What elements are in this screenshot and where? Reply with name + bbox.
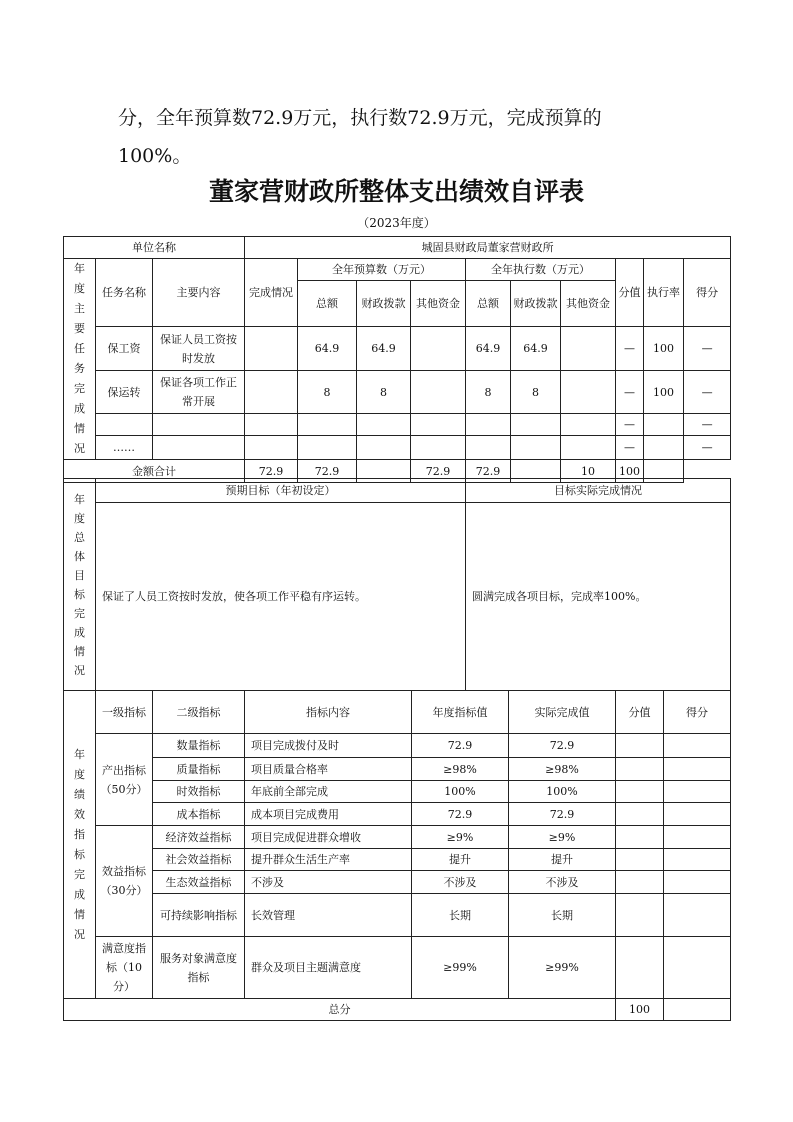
actual-goal: 圆满完成各项目标，完成率100%。 xyxy=(466,503,731,691)
cell-task xyxy=(96,414,153,436)
actual-value: ≥98% xyxy=(509,758,616,781)
table-row xyxy=(64,758,731,781)
empty-cell xyxy=(616,781,664,803)
table-row xyxy=(64,937,731,999)
level2-indicator: 经济效益指标 xyxy=(153,826,245,849)
cell-e-other xyxy=(561,414,616,436)
header-col: 二级指标 xyxy=(153,691,245,734)
target-value: ≥98% xyxy=(412,758,509,781)
header-status: 完成情况 xyxy=(245,259,298,327)
header-col: 得分 xyxy=(664,691,731,734)
empty-cell xyxy=(664,849,731,871)
indicator-content: 项目完成拨付及时 xyxy=(245,734,412,758)
header-task: 任务名称 xyxy=(96,259,153,327)
sum-b-fiscal: 72.9 xyxy=(298,460,357,483)
target-value: 长期 xyxy=(412,894,509,937)
cell-b-fiscal: 8 xyxy=(357,371,411,414)
cell-b-other xyxy=(411,371,466,414)
cell-b-other xyxy=(411,436,466,460)
empty-cell xyxy=(616,803,664,826)
cell-got: — xyxy=(684,327,731,371)
actual-value: 72.9 xyxy=(509,734,616,758)
header-score: 分值 xyxy=(616,259,644,327)
header-rate: 执行率 xyxy=(644,259,684,327)
actual-value: 72.9 xyxy=(509,803,616,826)
actual-value: 100% xyxy=(509,781,616,803)
table-row xyxy=(64,849,731,871)
level2-indicator: 数量指标 xyxy=(153,734,245,758)
indicator-content: 长效管理 xyxy=(245,894,412,937)
actual-value: 提升 xyxy=(509,849,616,871)
cell-e-other xyxy=(561,436,616,460)
cell-content: 保证各项工作正常开展 xyxy=(153,371,245,414)
cell-score: — xyxy=(616,414,644,436)
table-row xyxy=(64,371,731,414)
table-row xyxy=(64,803,731,826)
header-e-total: 总额 xyxy=(466,281,511,327)
cell-status xyxy=(245,371,298,414)
level2-indicator: 时效指标 xyxy=(153,781,245,803)
indicator-content: 年底前全部完成 xyxy=(245,781,412,803)
table-row xyxy=(64,414,731,436)
cell-b-fiscal: 64.9 xyxy=(357,327,411,371)
side-label: 年度总体目标完成情况 xyxy=(74,492,85,677)
cell-task: 保运转 xyxy=(96,371,153,414)
sum-b-total: 72.9 xyxy=(245,460,298,483)
header-actual: 目标实际完成情况 xyxy=(466,479,731,503)
cell-status xyxy=(245,327,298,371)
table-row xyxy=(64,734,731,758)
empty-cell xyxy=(664,999,731,1021)
header-got: 得分 xyxy=(684,259,731,327)
sum-label: 金额合计 xyxy=(64,460,245,483)
table-row xyxy=(64,826,731,849)
header-col: 分值 xyxy=(616,691,664,734)
header-budget: 全年预算数（万元） xyxy=(298,259,466,281)
cell-task: …… xyxy=(96,436,153,460)
cell-b-other xyxy=(411,414,466,436)
indicator-content: 群众及项目主题满意度 xyxy=(245,937,412,999)
cell-b-other xyxy=(411,327,466,371)
group-label: 产出指标（50分） xyxy=(96,734,153,826)
target-value: ≥9% xyxy=(412,826,509,849)
cell-rate: 100 xyxy=(644,327,684,371)
expected-goal: 保证了人员工资按时发放，使各项工作平稳有序运转。 xyxy=(96,503,466,691)
unit-value: 城固县财政局董家营财政所 xyxy=(245,237,731,259)
group-label: 效益指标（30分） xyxy=(96,826,153,937)
cell-e-total xyxy=(466,414,511,436)
cell-got: — xyxy=(684,371,731,414)
indicator-content: 项目质量合格率 xyxy=(245,758,412,781)
empty-cell xyxy=(616,894,664,937)
header-e-other: 其他资金 xyxy=(561,281,616,327)
table-row xyxy=(64,894,731,937)
total-label: 总分 xyxy=(64,999,616,1021)
table-row xyxy=(64,781,731,803)
empty-cell xyxy=(664,781,731,803)
empty-cell xyxy=(616,758,664,781)
cell-rate xyxy=(644,414,684,436)
header-b-fiscal: 财政拨款 xyxy=(357,281,411,327)
task-table xyxy=(63,236,731,483)
empty-cell xyxy=(616,734,664,758)
cell-b-total: 64.9 xyxy=(298,327,357,371)
cell-task: 保工资 xyxy=(96,327,153,371)
cell-score: — xyxy=(616,436,644,460)
empty-cell xyxy=(664,871,731,894)
level2-indicator: 质量指标 xyxy=(153,758,245,781)
actual-value: 不涉及 xyxy=(509,871,616,894)
cell-e-fiscal: 64.9 xyxy=(511,327,561,371)
target-value: 72.9 xyxy=(412,734,509,758)
year-label: （2023年度） xyxy=(357,216,436,230)
cell-score: — xyxy=(616,371,644,414)
group-label: 满意度指标（10分） xyxy=(96,937,153,999)
empty-cell xyxy=(664,734,731,758)
page-title: 董家营财政所整体支出绩效自评表 xyxy=(208,177,584,206)
empty-cell xyxy=(664,937,731,999)
cell-got: — xyxy=(684,414,731,436)
cell-b-fiscal xyxy=(357,436,411,460)
target-value: 100% xyxy=(412,781,509,803)
empty-cell xyxy=(616,826,664,849)
level2-indicator: 服务对象满意度指标 xyxy=(153,937,245,999)
target-value: 提升 xyxy=(412,849,509,871)
table-row xyxy=(64,327,731,371)
sum-e-total: 72.9 xyxy=(411,460,466,483)
empty-cell xyxy=(616,849,664,871)
cell-e-total xyxy=(466,436,511,460)
cell-content: 保证人员工资按时发放 xyxy=(153,327,245,371)
indicator-content: 不涉及 xyxy=(245,871,412,894)
header-row xyxy=(64,691,731,734)
unit-label: 单位名称 xyxy=(64,237,245,259)
cell-b-total xyxy=(298,414,357,436)
cell-status xyxy=(245,436,298,460)
target-value: 72.9 xyxy=(412,803,509,826)
intro-line-2: 100%。 xyxy=(118,145,192,167)
empty-cell xyxy=(664,826,731,849)
cell-b-fiscal xyxy=(357,414,411,436)
table-row xyxy=(64,871,731,894)
empty-cell xyxy=(664,803,731,826)
empty-cell xyxy=(664,758,731,781)
empty-cell xyxy=(664,894,731,937)
actual-value: ≥9% xyxy=(509,826,616,849)
cell-rate xyxy=(644,436,684,460)
indicator-content: 成本项目完成费用 xyxy=(245,803,412,826)
indicator-table xyxy=(63,690,731,1021)
cell-e-other xyxy=(561,327,616,371)
cell-e-total: 8 xyxy=(466,371,511,414)
cell-b-total xyxy=(298,436,357,460)
actual-value: ≥99% xyxy=(509,937,616,999)
header-exec: 全年执行数（万元） xyxy=(466,259,616,281)
level2-indicator: 可持续影响指标 xyxy=(153,894,245,937)
cell-score: — xyxy=(616,327,644,371)
level2-indicator: 成本指标 xyxy=(153,803,245,826)
header-e-fiscal: 财政拨款 xyxy=(511,281,561,327)
cell-content xyxy=(153,414,245,436)
cell-e-fiscal: 8 xyxy=(511,371,561,414)
goal-table xyxy=(63,478,731,691)
sum-score: 10 xyxy=(561,460,616,483)
cell-rate: 100 xyxy=(644,371,684,414)
target-value: ≥99% xyxy=(412,937,509,999)
header-col: 实际完成值 xyxy=(509,691,616,734)
indicator-content: 项目完成促进群众增收 xyxy=(245,826,412,849)
cell-b-total: 8 xyxy=(298,371,357,414)
cell-status xyxy=(245,414,298,436)
header-col: 一级指标 xyxy=(96,691,153,734)
empty-cell xyxy=(616,937,664,999)
header-b-total: 总额 xyxy=(298,281,357,327)
target-value: 不涉及 xyxy=(412,871,509,894)
header-col: 年度指标值 xyxy=(412,691,509,734)
cell-e-other xyxy=(561,371,616,414)
header-b-other: 其他资金 xyxy=(411,281,466,327)
level2-indicator: 生态效益指标 xyxy=(153,871,245,894)
level2-indicator: 社会效益指标 xyxy=(153,849,245,871)
side-label: 年度绩效指标完成情况 xyxy=(74,747,85,941)
intro-line-1: 分，全年预算数72.9万元，执行数72.9万元，完成预算的 xyxy=(118,107,602,129)
actual-value: 长期 xyxy=(509,894,616,937)
sum-rate: 100 xyxy=(616,460,644,483)
header-expected: 预期目标（年初设定） xyxy=(96,479,466,503)
cell-e-total: 64.9 xyxy=(466,327,511,371)
cell-got: — xyxy=(684,436,731,460)
cell-e-fiscal xyxy=(511,436,561,460)
sum-e-fiscal: 72.9 xyxy=(466,460,511,483)
side-label: 年度主要任务完成情况 xyxy=(74,262,85,455)
header-content: 主要内容 xyxy=(153,259,245,327)
header-col: 指标内容 xyxy=(245,691,412,734)
table-row xyxy=(64,436,731,460)
cell-e-fiscal xyxy=(511,414,561,436)
empty-cell xyxy=(616,871,664,894)
total-score: 100 xyxy=(616,999,664,1021)
indicator-content: 提升群众生活生产率 xyxy=(245,849,412,871)
cell-content xyxy=(153,436,245,460)
